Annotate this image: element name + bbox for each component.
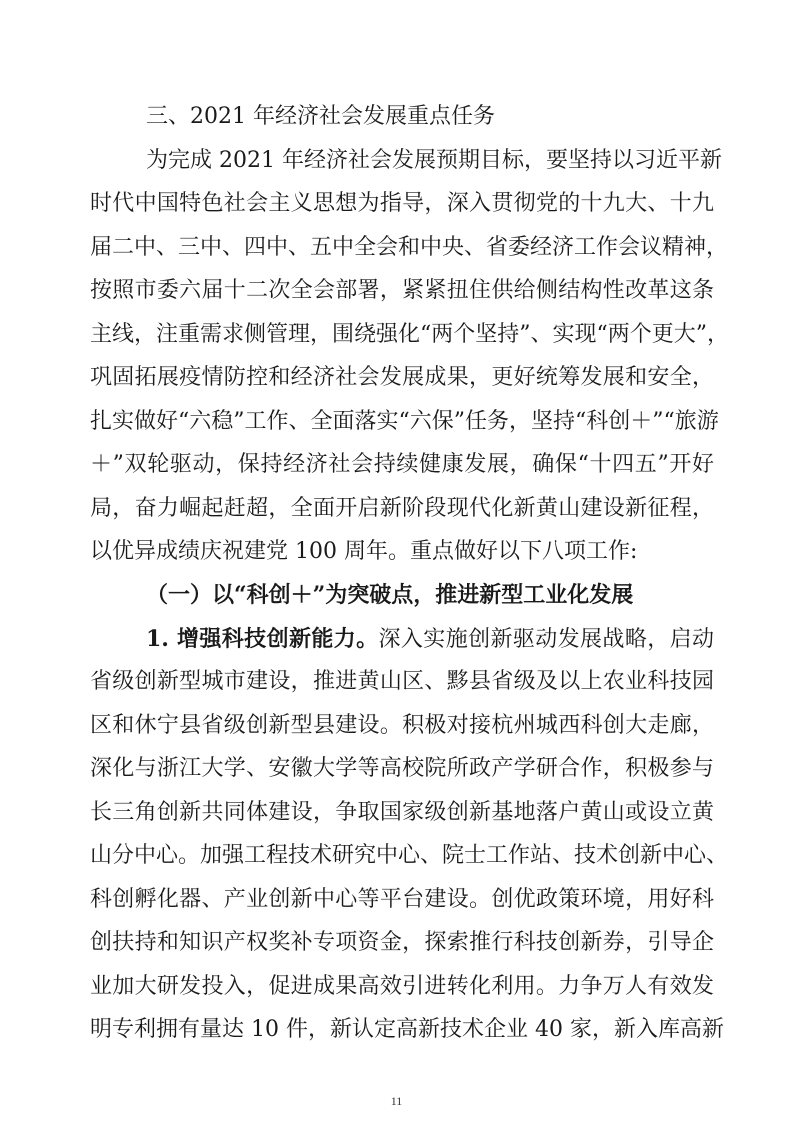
paragraph-line: 局，奋力崛起赶超，全面开启新阶段现代化新黄山建设新征程，: [90, 496, 714, 521]
paragraph-line: 主线，注重需求侧管理，围绕强化“两个坚持”、实现“两个更大”，: [90, 322, 729, 347]
paragraph-line: 时代中国特色社会主义思想为指导，深入贯彻党的十九大、十九: [90, 191, 714, 216]
paragraph-line: 届二中、三中、四中、五中全会和中央、省委经济工作会议精神，: [90, 235, 729, 260]
paragraph-line: 巩固拓展疫情防控和经济社会发展成果，更好统筹发展和安全，: [90, 365, 714, 390]
paragraph-line: 以优异成绩庆祝建党 100 周年。重点做好以下八项工作:: [90, 539, 638, 564]
paragraph-line: 区和休宁县省级创新型县建设。积极对接杭州城西科创大走廊，: [90, 713, 714, 738]
paragraph-line: 业加大研发投入，促进成果高效引进转化利用。力争万人有效发: [90, 974, 714, 999]
paragraph-line: 扎实做好“六稳”工作、全面落实“六保”任务，坚持“科创＋”“旅游: [90, 409, 719, 434]
paragraph-line: 深化与浙江大学、安徽大学等高校院所政产学研合作，积极参与: [90, 756, 714, 781]
paragraph-line: 长三角创新共同体建设，争取国家级创新基地落户黄山或设立黄: [90, 800, 714, 825]
paragraph-line-first: [146, 625, 714, 653]
paragraph-line: 省级创新型城市建设，推进黄山区、黟县省级及以上农业科技园: [90, 669, 714, 694]
section-title: 三、2021 年经济社会发展重点任务: [146, 104, 495, 129]
paragraph-line: ＋”双轮驱动，保持经济社会持续健康发展，确保“十四五”开好: [90, 452, 714, 477]
subheading: （一）以“科创＋”为突破点，推进新型工业化发展: [146, 582, 634, 608]
item-text: 深入实施创新驱动发展战略，启动: [378, 627, 714, 652]
page-number: 11: [390, 1094, 403, 1108]
paragraph-line: 科创孵化器、产业创新中心等平台建设。创优政策环境，用好科: [90, 887, 714, 912]
paragraph-line: 山分中心。加强工程技术研究中心、院士工作站、技术创新中心、: [90, 843, 729, 868]
paragraph-line: 明专利拥有量达 10 件，新认定高新技术企业 40 家，新入库高新: [90, 1017, 724, 1042]
paragraph-line: 按照市委六届十二次全会部署，紧紧扭住供给侧结构性改革这条: [90, 278, 714, 303]
paragraph-line: 创扶持和知识产权奖补专项资金，探索推行科技创新券，引导企: [90, 930, 714, 955]
paragraph-line: 为完成 2021 年经济社会发展预期目标，要坚持以习近平新: [146, 148, 722, 173]
item-label: 1. 增强科技创新能力。: [146, 626, 379, 652]
